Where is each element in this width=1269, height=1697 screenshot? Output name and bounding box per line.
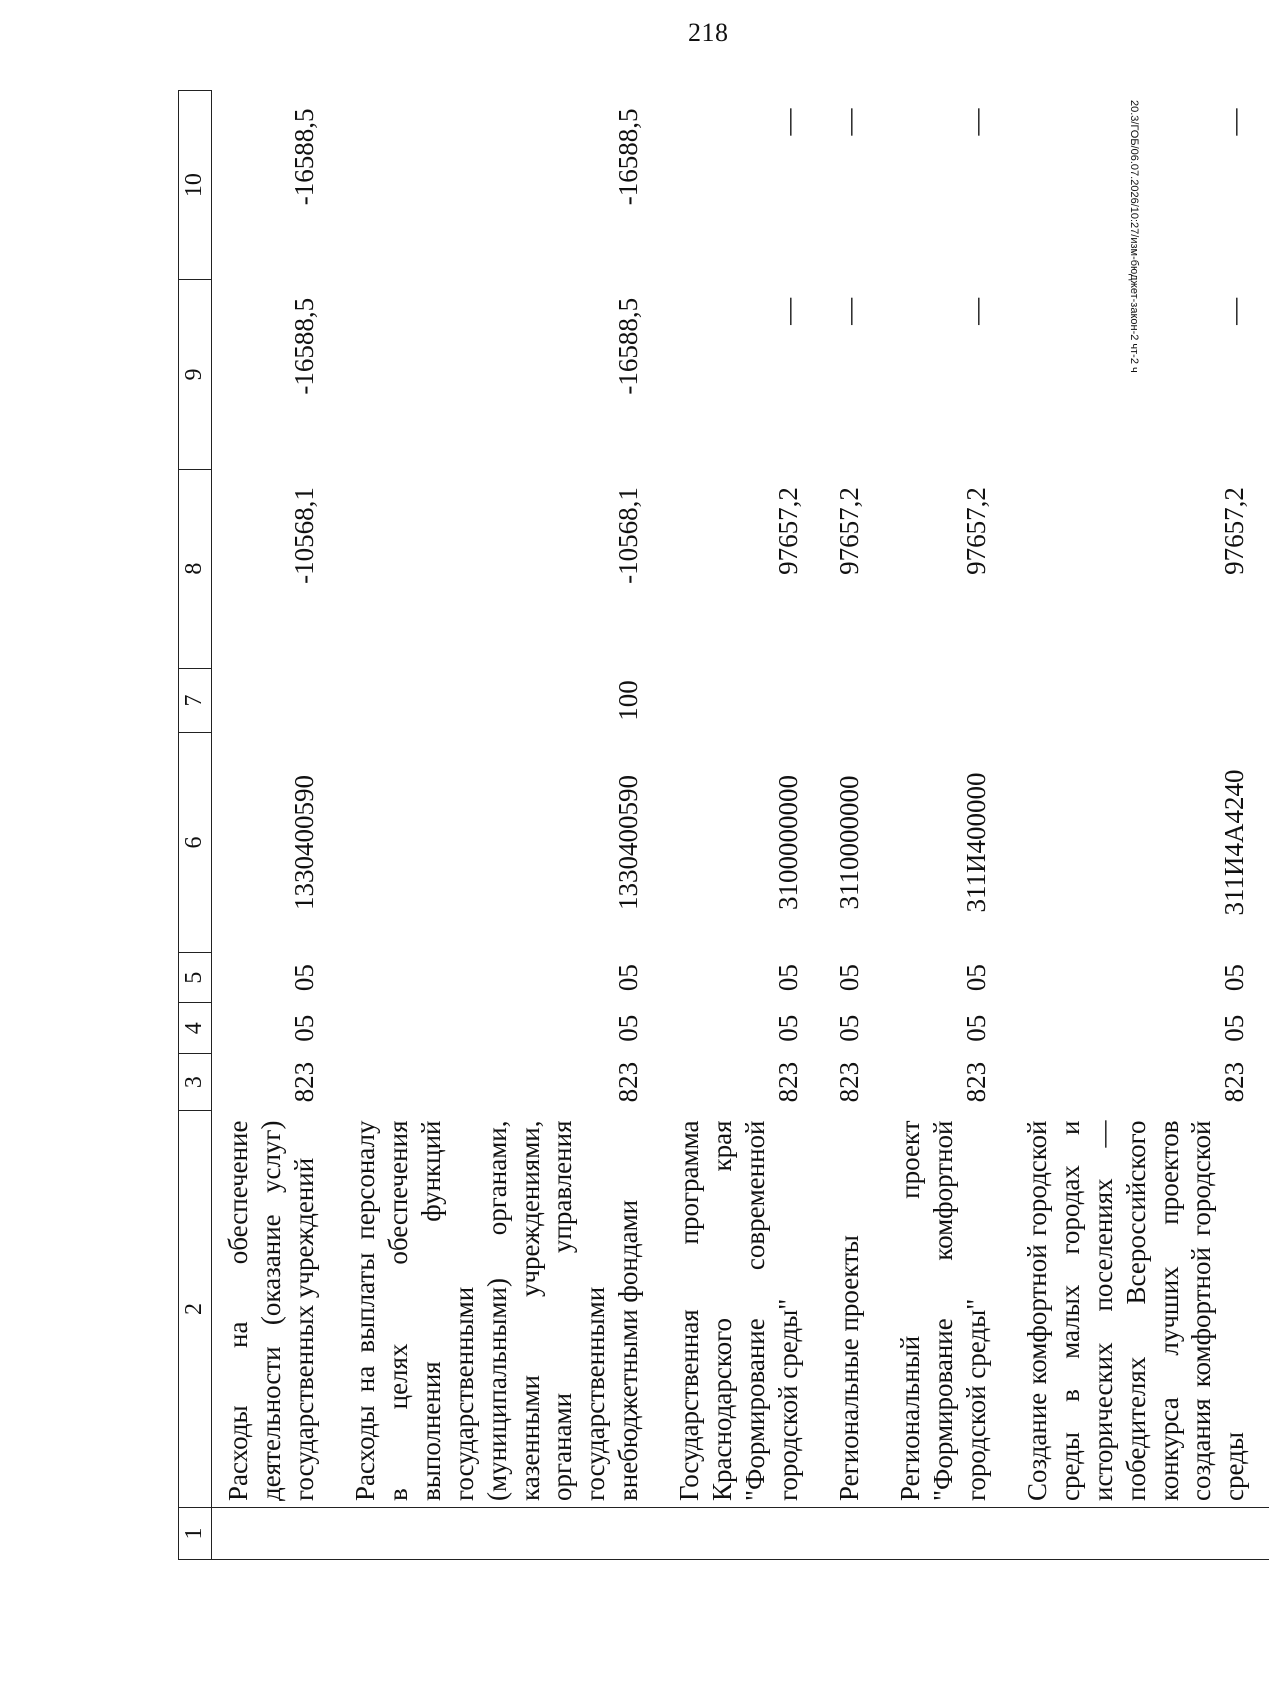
cell-col-10: — (773, 108, 804, 136)
cell-col-10: -16588,5 (288, 108, 319, 206)
page-number: 218 (688, 18, 729, 47)
cell-col-9: — (960, 297, 991, 325)
col-header-2: 2 (179, 1111, 212, 1508)
cell-col-6: 3110000000 (834, 775, 864, 910)
description-cell: Расходы на обеспечение деятельности (оказание услуг) государственных учреждений (223, 1120, 319, 1501)
col-header-3: 3 (179, 1054, 212, 1111)
cell-col-4: 05 (834, 1014, 864, 1042)
table-row (1011, 91, 1269, 1560)
cell-col-5: 05 (960, 964, 991, 992)
description-cell: Региональные проекты (834, 1235, 864, 1501)
document-footer-code: 20.3/ГОБ/06.07.2026/10:27/изм-бюджет-закон-2 чт-2 ч (1128, 100, 1140, 373)
row-number-cell (1011, 1508, 1269, 1560)
cell-col-9: -16588,5 (613, 297, 644, 395)
row-number-cell (823, 1508, 884, 1560)
cell-col-7 (823, 668, 884, 733)
col-header-5: 5 (179, 952, 212, 1003)
cell-col-7 (212, 668, 339, 733)
cell-col-9: -16588,5 (288, 297, 319, 395)
cell-col-9: — (1219, 297, 1250, 325)
cell-col-5: 05 (773, 964, 804, 992)
cell-col-3: 823 (773, 1061, 804, 1103)
cell-col-8: 97657,2 (773, 487, 804, 575)
table-row (212, 91, 339, 1560)
cell-col-9: — (834, 297, 864, 325)
cell-col-8: -10568,1 (613, 487, 644, 584)
table-row (823, 91, 884, 1560)
col-header-8: 8 (179, 469, 212, 668)
row-number-cell (884, 1508, 1011, 1560)
header-row (179, 91, 212, 1560)
cell-col-4: 05 (773, 1014, 804, 1042)
cell-col-6: 311И400000 (960, 772, 991, 913)
cell-col-4: 05 (960, 1014, 991, 1042)
cell-col-3: 823 (613, 1061, 644, 1103)
cell-col-5: 05 (834, 964, 864, 992)
cell-col-10: — (960, 108, 991, 136)
cell-col-3: 823 (834, 1061, 864, 1103)
cell-col-6: 3100000000 (773, 775, 804, 910)
cell-col-8: 97657,2 (1219, 487, 1250, 575)
col-header-7: 7 (179, 668, 212, 733)
cell-col-4: 05 (1219, 1014, 1250, 1042)
description-cell: Расходы на выплаты персоналу в целях обеспечения выполнения функций государственными (муниципальными) органами, казенными учреждениями, органами управления государственными внебюджетными фондами (349, 1120, 644, 1501)
cell-col-7: 100 (613, 680, 644, 721)
cell-col-5: 05 (613, 964, 644, 992)
cell-col-10: — (1219, 108, 1250, 136)
cell-col-4: 05 (613, 1014, 644, 1042)
budget-table (178, 90, 1269, 1560)
cell-col-7 (884, 668, 1011, 733)
description-cell: Региональный проект "Формирование комфортной городской среды" (894, 1120, 991, 1501)
col-header-1: 1 (179, 1508, 212, 1560)
table-row (884, 91, 1011, 1560)
table-row (663, 91, 823, 1560)
col-header-10: 10 (179, 91, 212, 280)
cell-col-6: 1330400590 (288, 775, 319, 910)
row-number-cell (212, 1508, 339, 1560)
cell-col-10: -16588,5 (613, 108, 644, 206)
cell-col-5: 05 (288, 964, 319, 992)
col-header-4: 4 (179, 1003, 212, 1054)
col-header-6: 6 (179, 733, 212, 952)
description-cell: Государственная программа Краснодарского края "Формирование современной городской среды" (674, 1120, 804, 1501)
row-number-cell (339, 1508, 663, 1560)
col-header-9: 9 (179, 280, 212, 469)
cell-col-9: — (773, 297, 804, 325)
cell-col-6: 1330400590 (613, 775, 644, 910)
table-row (339, 91, 663, 1560)
cell-col-7 (1011, 668, 1269, 733)
cell-col-7 (663, 668, 823, 733)
cell-col-3: 823 (960, 1061, 991, 1103)
cell-col-8: 97657,2 (834, 487, 864, 575)
cell-col-6: 311И4А4240 (1219, 769, 1250, 916)
cell-col-4: 05 (288, 1014, 319, 1042)
cell-col-5: 05 (1219, 964, 1250, 992)
cell-col-3: 823 (288, 1061, 319, 1103)
row-number-cell (663, 1508, 823, 1560)
cell-col-8: 97657,2 (960, 487, 991, 575)
cell-col-8: -10568,1 (288, 487, 319, 584)
description-cell: Создание комфортной городской среды в малых городах и исторических поселениях — победителях Всероссийского конкурса лучших проектов создания комфортной городской среды (1021, 1120, 1250, 1501)
rotated-table-wrapper (178, 90, 1250, 1560)
cell-col-10: — (834, 108, 864, 136)
cell-col-3: 823 (1219, 1061, 1250, 1103)
